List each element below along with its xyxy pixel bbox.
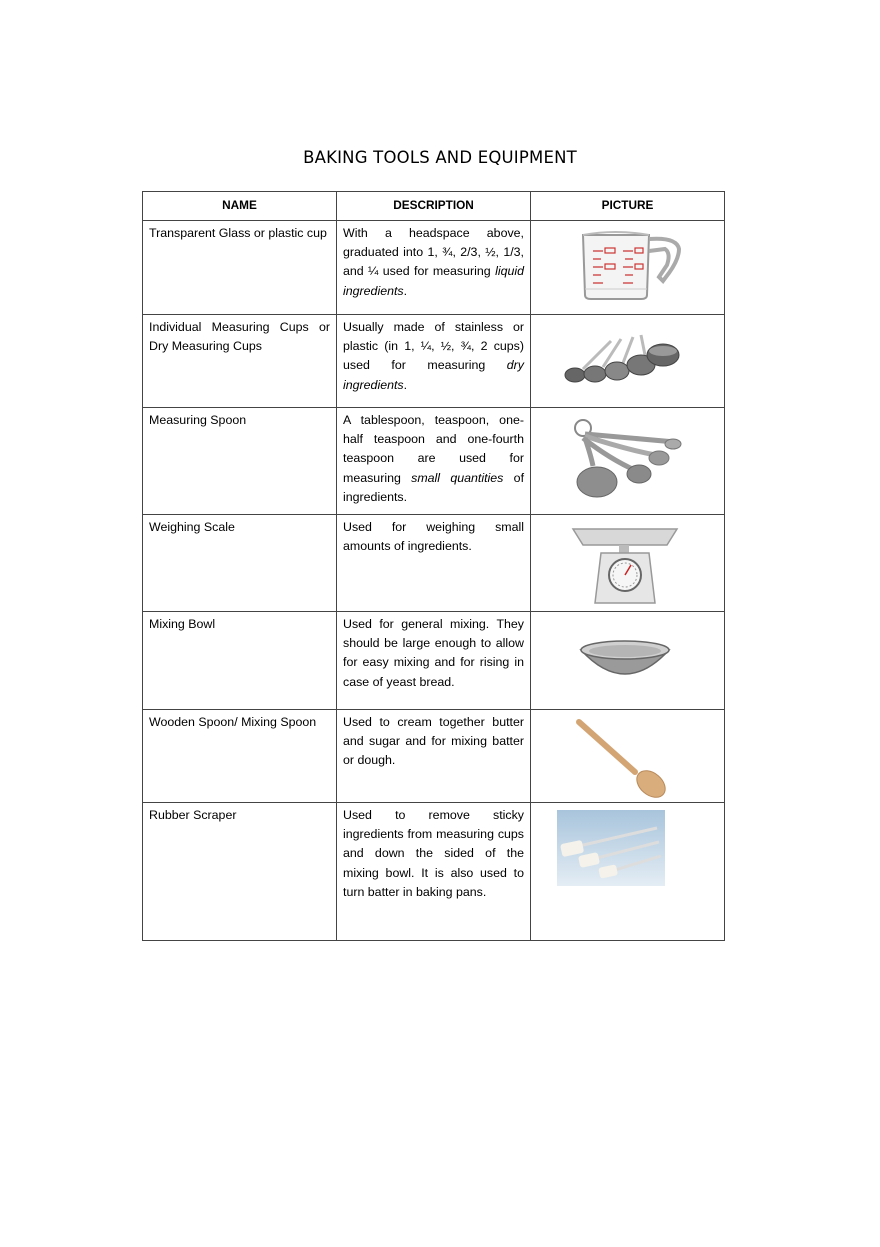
table-row (143, 612, 725, 710)
header-name: NAME (143, 192, 337, 221)
tool-description: Used to remove sticky ingredients from measuring cups and down the sided of the mixing bowl. It is also used to turn batter in baking pans. (337, 803, 531, 941)
tool-picture (531, 515, 725, 612)
table-row (143, 515, 725, 612)
tool-picture (531, 710, 725, 803)
table-header-row (143, 192, 725, 221)
dry-measuring-cups-icon (561, 333, 681, 389)
tool-name: Transparent Glass or plastic cup (143, 221, 337, 315)
tool-description: A tablespoon, teaspoon, one-half teaspoon and one-fourth teaspoon are used for measuring small quantities of ingredients. (337, 408, 531, 515)
mixing-bowl-icon (577, 638, 673, 686)
tools-table (142, 191, 725, 941)
table-row (143, 710, 725, 803)
table-row (143, 408, 725, 515)
wooden-spoon-icon (573, 718, 673, 798)
table-row (143, 221, 725, 315)
tool-picture (531, 221, 725, 315)
tool-picture (531, 612, 725, 710)
page-title: BAKING TOOLS AND EQUIPMENT (303, 148, 577, 167)
tool-description: Usually made of stainless or plastic (in 1, ¼, ½, ¾, 2 cups) used for measuring dry ingredients. (337, 315, 531, 408)
table-row (143, 803, 725, 941)
tool-name: Measuring Spoon (143, 408, 337, 515)
table-row (143, 315, 725, 408)
tool-description: Used for general mixing. They should be large enough to allow for easy mixing and for rising in case of yeast bread. (337, 612, 531, 710)
tool-name: Mixing Bowl (143, 612, 337, 710)
tool-name: Individual Measuring Cups or Dry Measuring Cups (143, 315, 337, 408)
tool-picture (531, 408, 725, 515)
rubber-scraper-icon (557, 810, 665, 886)
tool-name: Rubber Scraper (143, 803, 337, 941)
weighing-scale-icon (569, 523, 681, 607)
header-description: DESCRIPTION (337, 192, 531, 221)
measuring-spoons-icon (571, 416, 683, 500)
tool-picture (531, 315, 725, 408)
tool-description: With a headspace above, graduated into 1, ¾, 2/3, ½, 1/3, and ¼ used for measuring liquid ingredients. (337, 221, 531, 315)
tool-name: Wooden Spoon/ Mixing Spoon (143, 710, 337, 803)
tool-description: Used to cream together butter and sugar and for mixing batter or dough. (337, 710, 531, 803)
tool-picture (531, 803, 725, 941)
header-picture: PICTURE (531, 192, 725, 221)
measuring-cup-icon (579, 229, 683, 301)
tool-name: Weighing Scale (143, 515, 337, 612)
tool-description: Used for weighing small amounts of ingredients. (337, 515, 531, 612)
